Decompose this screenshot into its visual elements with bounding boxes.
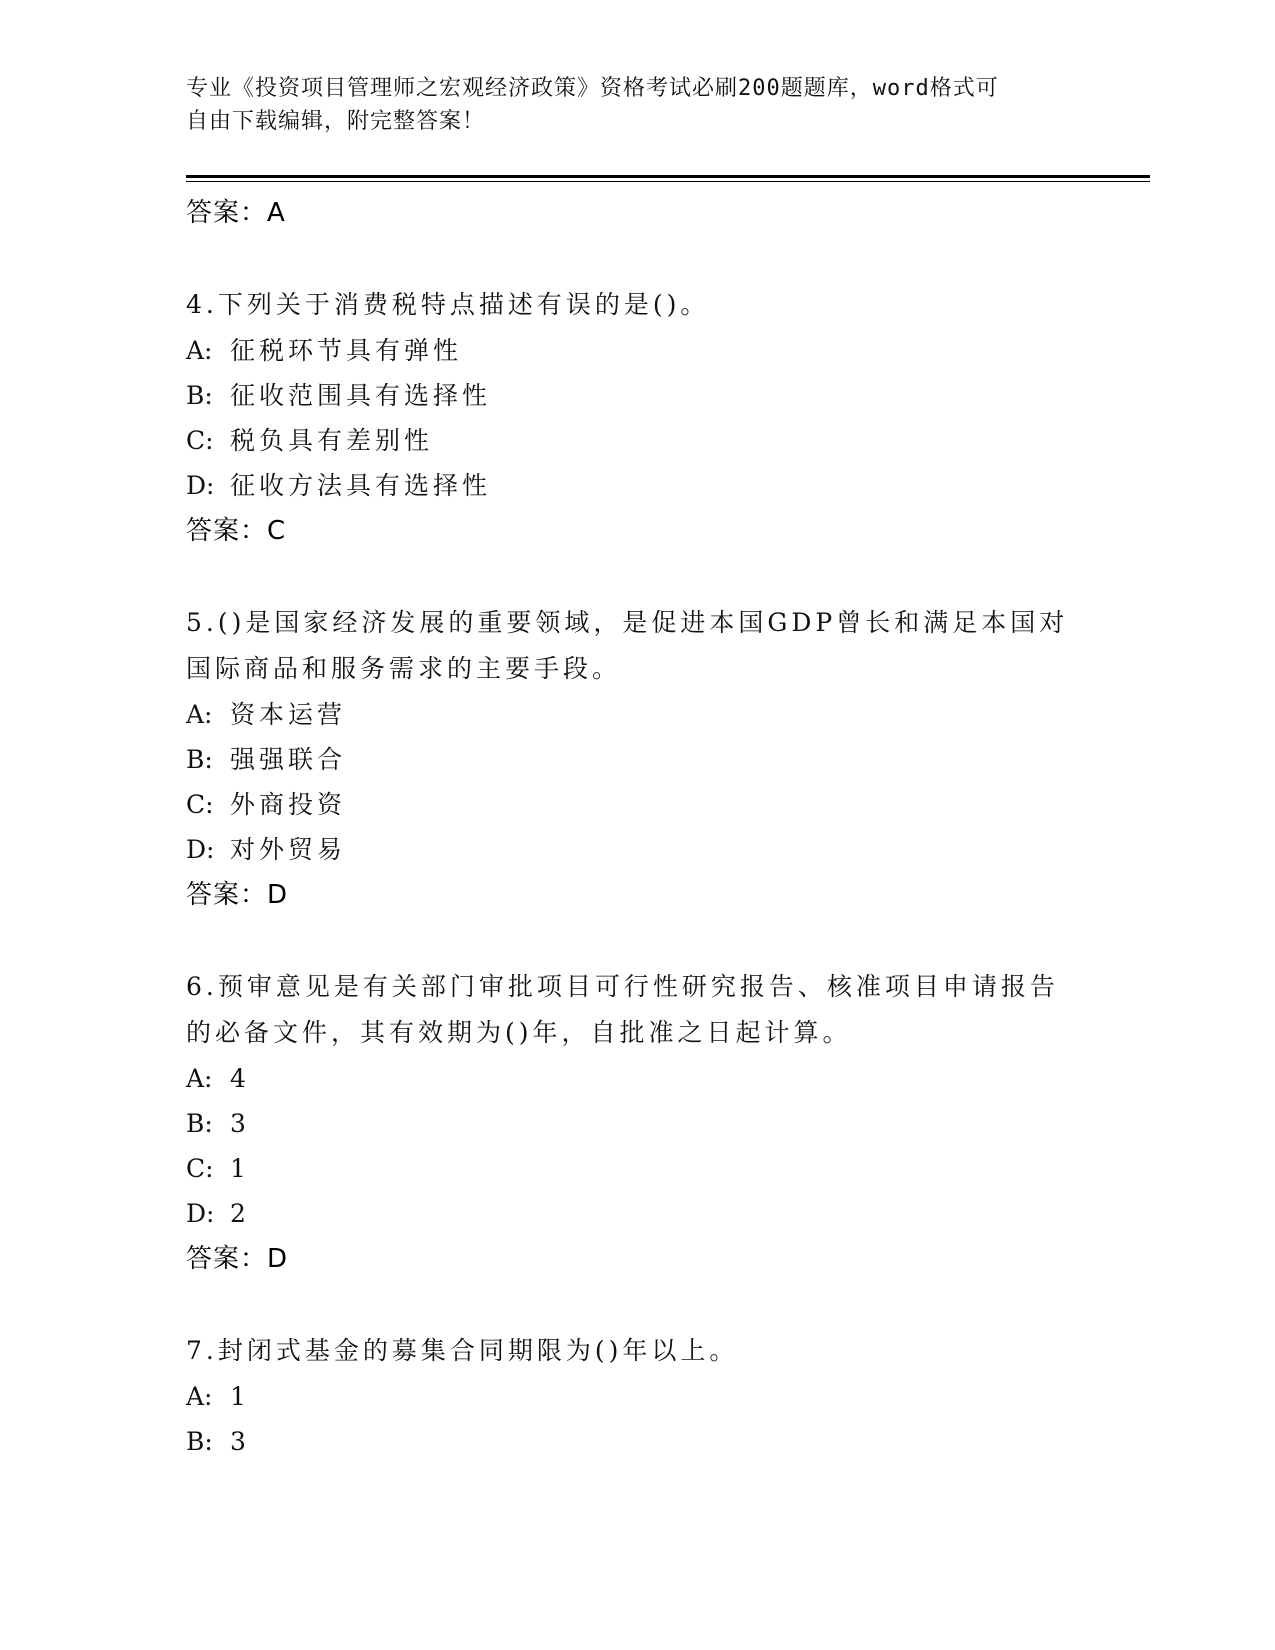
spacer xyxy=(186,1282,1086,1328)
option-text: 3 xyxy=(230,1109,250,1138)
question-number: 4. xyxy=(186,290,218,319)
option-text: 对外贸易 xyxy=(230,835,347,864)
option-b xyxy=(186,737,1086,782)
answer-line: 答案：C xyxy=(186,516,287,546)
option-key: A: xyxy=(186,1382,213,1411)
option-c xyxy=(186,1146,1086,1191)
option-text: 税负具有差别性 xyxy=(230,426,434,455)
spacer xyxy=(186,554,1086,600)
question-number: 6. xyxy=(186,972,218,1001)
question-stem xyxy=(186,282,1086,328)
question-text: 下列关于消费税特点描述有误的是()。 xyxy=(217,290,710,319)
option-text: 征税环节具有弹性 xyxy=(230,336,463,365)
question-text: 封闭式基金的募集合同期限为()年以上。 xyxy=(217,1336,739,1365)
option-b xyxy=(186,1101,1086,1146)
answer-line: 答案：D xyxy=(186,880,289,910)
option-text: 2 xyxy=(230,1199,250,1228)
answer-line: 答案：D xyxy=(186,1244,289,1274)
option-text: 强强联合 xyxy=(230,745,347,774)
option-a xyxy=(186,692,1086,737)
question-text: 预审意见是有关部门审批项目可行性研究报告、核准项目申请报告的必备文件，其有效期为()年，自批准之日起计算。 xyxy=(186,972,1059,1047)
question-list xyxy=(186,190,1086,1464)
option-text: 3 xyxy=(230,1427,250,1456)
option-key: C: xyxy=(186,790,214,819)
option-b xyxy=(186,373,1086,418)
option-text: 征收方法具有选择性 xyxy=(230,471,492,500)
option-key: D: xyxy=(186,835,215,864)
option-d xyxy=(186,463,1086,508)
option-c xyxy=(186,418,1086,463)
option-c xyxy=(186,782,1086,827)
document-header xyxy=(186,72,1086,138)
option-key: B: xyxy=(186,745,213,774)
option-a xyxy=(186,1374,1086,1419)
option-key: A: xyxy=(186,700,213,729)
option-d xyxy=(186,1191,1086,1236)
option-key: C: xyxy=(186,1154,214,1183)
option-key: C: xyxy=(186,426,214,455)
spacer xyxy=(186,236,1086,282)
question-text: ()是国家经济发展的重要领域，是促进本国GDP曾长和满足本国对国际商品和服务需求的主要手段。 xyxy=(186,608,1069,683)
option-text: 资本运营 xyxy=(230,700,347,729)
option-text: 1 xyxy=(230,1382,250,1411)
header-line-1: 专业《投资项目管理师之宏观经济政策》资格考试必刷200题题库，word格式可 xyxy=(186,76,999,101)
spacer xyxy=(186,918,1086,964)
option-key: D: xyxy=(186,471,215,500)
header-line-2: 自由下载编辑，附完整答案！ xyxy=(186,109,486,134)
option-text: 征收范围具有选择性 xyxy=(230,381,492,410)
question-stem xyxy=(186,600,1086,692)
question-number: 7. xyxy=(186,1336,218,1365)
option-a xyxy=(186,328,1086,373)
answer-line: 答案：A xyxy=(186,198,286,228)
option-text: 4 xyxy=(230,1064,250,1093)
option-text: 外商投资 xyxy=(230,790,347,819)
question-stem xyxy=(186,1328,1086,1374)
option-key: A: xyxy=(186,1064,213,1093)
option-text: 1 xyxy=(230,1154,250,1183)
option-key: B: xyxy=(186,1427,213,1456)
header-rule-thin xyxy=(186,181,1150,182)
option-key: B: xyxy=(186,1109,213,1138)
option-b xyxy=(186,1419,1086,1464)
option-key: A: xyxy=(186,336,213,365)
option-key: D: xyxy=(186,1199,215,1228)
header-rule-thick xyxy=(186,175,1150,178)
question-number: 5. xyxy=(186,608,218,637)
option-key: B: xyxy=(186,381,213,410)
option-a xyxy=(186,1056,1086,1101)
option-d xyxy=(186,827,1086,872)
question-stem xyxy=(186,964,1086,1056)
